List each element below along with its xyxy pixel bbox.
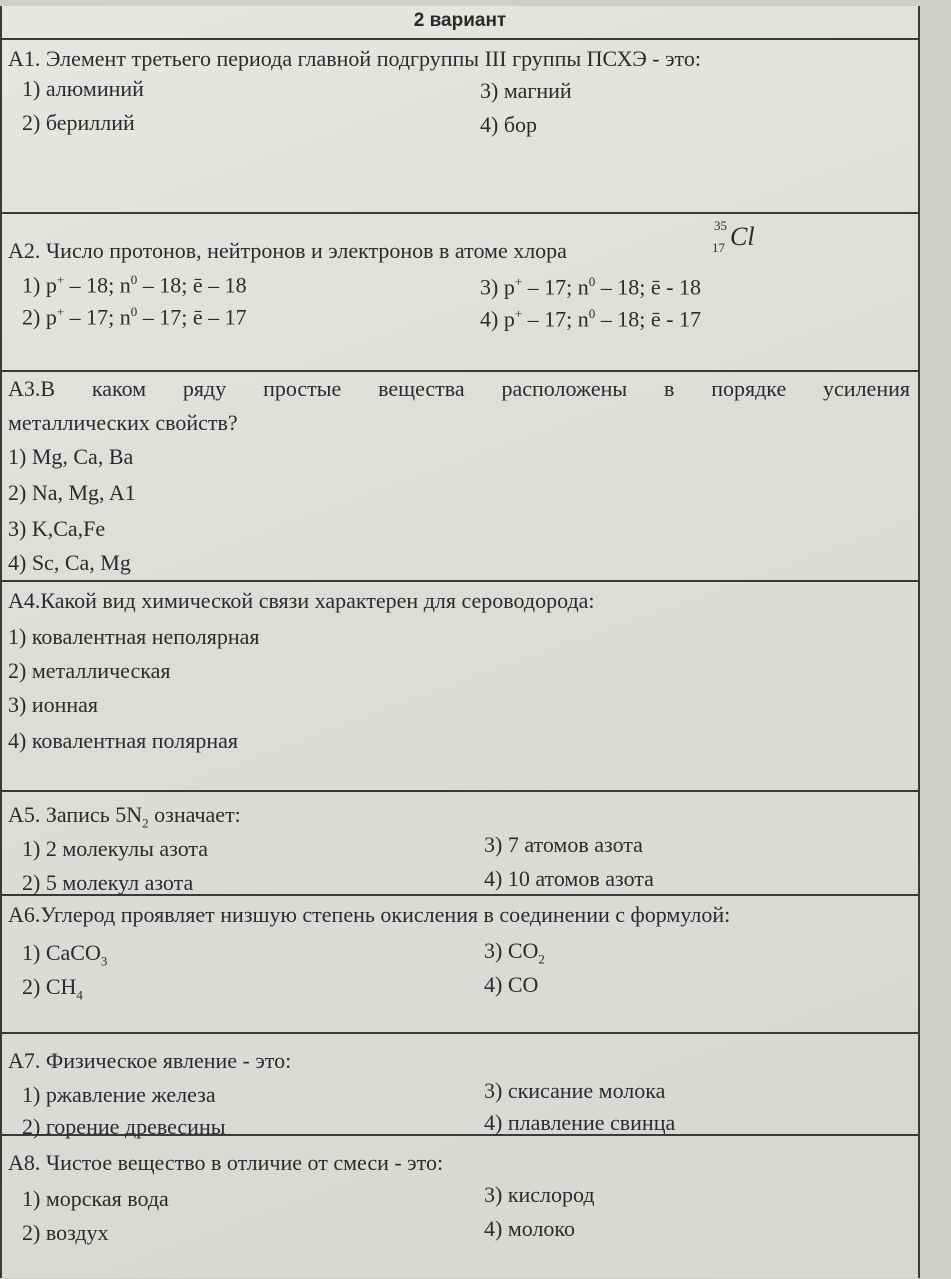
question-a5	[2, 792, 918, 896]
isotope-mass-number: 35	[714, 218, 727, 233]
answer-option: 2) Na, Mg, A1	[8, 480, 136, 505]
answer-option: 2) 5 молекул азота	[22, 870, 194, 895]
question-a4	[2, 582, 918, 792]
question-stem: А5. Запись $5N_2$ означает:	[8, 802, 241, 831]
answer-option: 3) K,Ca,Fe	[8, 516, 106, 541]
question-a3	[2, 372, 918, 582]
answer-option: 4) молоко	[484, 1216, 576, 1241]
question-stem: А2. Число протонов, нейтронов и электронов в атоме хлора	[8, 238, 567, 263]
answer-option: 4) 10 атомов азота	[484, 866, 654, 891]
question-a1	[2, 40, 918, 214]
answer-option: 3) кислород	[484, 1182, 595, 1207]
answer-option: 1) Mg, Ca, Ba	[8, 444, 134, 469]
chlorine-isotope-notation	[710, 218, 770, 258]
isotope-symbol: Cl	[730, 222, 755, 251]
answer-option: 1) ковалентная неполярная	[8, 624, 260, 649]
answer-option: 3) p+ – 17; $n^0 - 18$; ē - 18	[480, 274, 701, 300]
answer-option: 3) $CO_2$	[484, 938, 545, 967]
question-stem: А8. Чистое вещество в отличие от смеси - это:	[8, 1150, 444, 1175]
answer-option: 2) воздух	[22, 1220, 109, 1245]
answer-option: 1) CaCO$_3$	[22, 940, 108, 969]
answer-option: 4) плавление свинца	[484, 1110, 676, 1135]
answer-option: 2) p+ – 17; $n^0 - 17$; ē – 17	[22, 304, 247, 330]
answer-option: 4) Sc, Ca, Mg	[8, 550, 131, 575]
answer-option: 1) 2 молекулы азота	[22, 836, 209, 861]
variant-title: 2 вариант	[2, 6, 918, 40]
answer-option: 3) ионная	[8, 692, 99, 717]
question-a8	[2, 1136, 918, 1278]
test-sheet	[0, 6, 920, 1278]
answer-option: 4) ковалентная полярная	[8, 728, 238, 753]
answer-option: 1) алюминий	[22, 76, 144, 101]
answer-option: 4) CO	[484, 972, 539, 997]
answer-option: 1) ржавление железа	[22, 1082, 216, 1107]
question-a6	[2, 896, 918, 1034]
answer-option: 4) p+ – 17; $n^0 - 18$; ē - 17	[480, 306, 701, 332]
question-stem-line-2: металлических свойств?	[8, 410, 238, 435]
answer-option: 3) скисание молока	[484, 1078, 666, 1103]
answer-option: 3) магний	[480, 78, 572, 103]
answer-option: 1) p+ – 18; $n^0 - 18$; ē – 18	[22, 272, 247, 298]
answer-option: 2) горение древесины	[22, 1114, 226, 1139]
question-stem: А7. Физическое явление - это:	[8, 1048, 292, 1073]
question-stem-line-1: А3.В каком ряду простые вещества расположены в порядке усиления	[8, 376, 910, 401]
answer-option: 2) $CH_4$	[22, 974, 83, 1003]
answer-option: 4) бор	[480, 112, 538, 137]
question-stem: А1. Элемент третьего периода главной подгруппы III группы ПСХЭ - это:	[8, 46, 701, 71]
question-a2	[2, 214, 918, 372]
question-stem: А4.Какой вид химической связи характерен для сероводорода:	[8, 588, 595, 613]
isotope-atomic-number: 17	[712, 240, 725, 255]
answer-option: 1) морская вода	[22, 1186, 169, 1211]
question-stem: А6.Углерод проявляет низшую степень окисления в соединении с формулой:	[8, 902, 731, 927]
question-a7	[2, 1034, 918, 1139]
answer-option: 2) бериллий	[22, 110, 135, 135]
answer-option: 2) металлическая	[8, 658, 171, 683]
answer-option: 3) 7 атомов азота	[484, 832, 643, 857]
